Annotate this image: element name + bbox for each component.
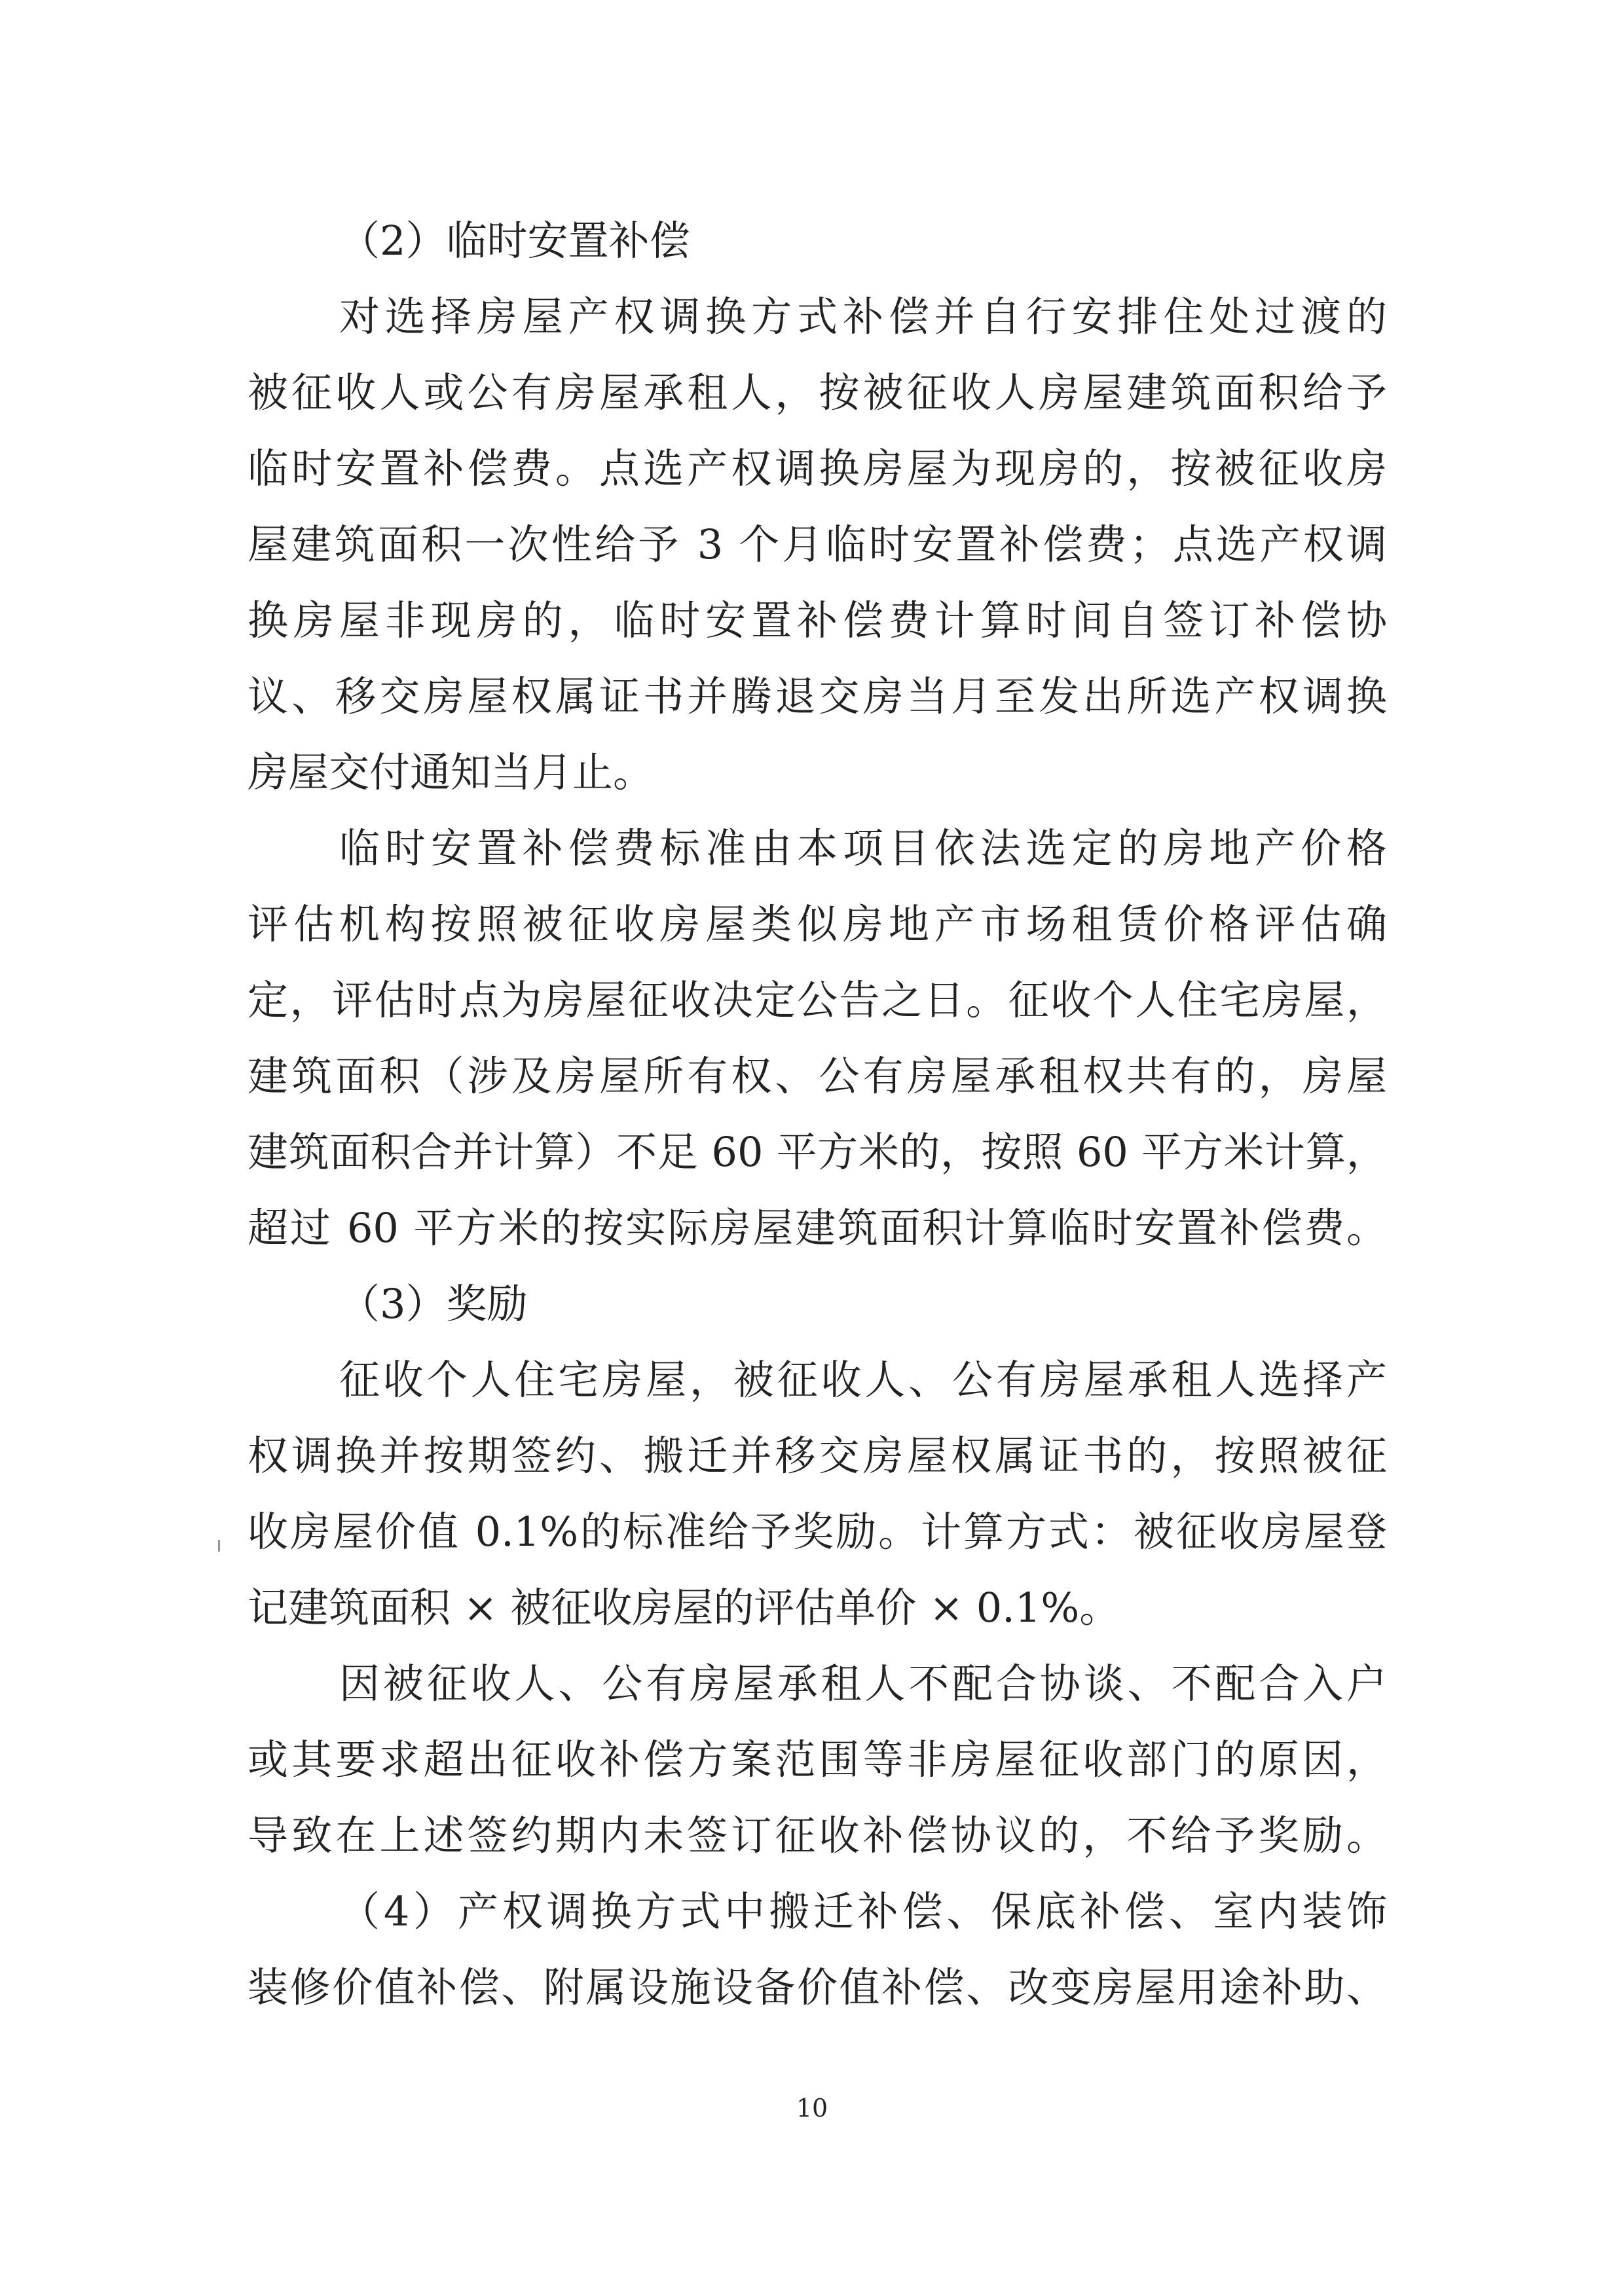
text-line: 建筑面积合并计算）不足 60 平方米的，按照 60 平方米计算，	[248, 1128, 1387, 1176]
text-line: 定，评估时点为房屋征收决定公告之日。征收个人住宅房屋，	[248, 976, 1387, 1024]
scan-artifact	[218, 1540, 220, 1552]
text-line: （2）临时安置补偿	[339, 217, 690, 264]
text-line: 收房屋价值 0.1%的标准给予奖励。计算方式：被征收房屋登	[248, 1508, 1387, 1556]
text-line: 临时安置补偿费。点选产权调换房屋为现房的，按被征收房	[248, 445, 1387, 492]
text-line: 装修价值补偿、附属设施设备价值补偿、改变房屋用途补助、	[248, 1963, 1387, 2011]
text-line: （4）产权调换方式中搬迁补偿、保底补偿、室内装饰	[339, 1887, 1387, 1935]
page-number: 10	[796, 2094, 828, 2123]
text-line: 评估机构按照被征收房屋类似房地产市场租赁价格评估确	[248, 900, 1387, 948]
text-line: 被征收人或公有房屋承租人，按被征收人房屋建筑面积给予	[248, 369, 1387, 416]
text-line: 建筑面积（涉及房屋所有权、公有房屋承租权共有的，房屋	[248, 1052, 1387, 1100]
text-line: （3）奖励	[339, 1280, 528, 1328]
text-line: 记建筑面积 × 被征收房屋的评估单价 × 0.1%。	[248, 1584, 1120, 1631]
text-line: 因被征收人、公有房屋承租人不配合协谈、不配合入户	[339, 1660, 1387, 1707]
text-line: 或其要求超出征收补偿方案范围等非房屋征收部门的原因，	[248, 1736, 1387, 1783]
text-line: 导致在上述签约期内未签订征收补偿协议的，不给予奖励。	[248, 1812, 1387, 1859]
text-line: 议、移交房屋权属证书并腾退交房当月至发出所选产权调换	[248, 672, 1387, 720]
text-line: 屋建筑面积一次性给予 3 个月临时安置补偿费；点选产权调	[248, 520, 1387, 568]
text-line: 征收个人住宅房屋，被征收人、公有房屋承租人选择产	[339, 1356, 1387, 1404]
text-line: 房屋交付通知当月止。	[248, 748, 654, 796]
text-line: 换房屋非现房的，临时安置补偿费计算时间自签订补偿协	[248, 596, 1387, 644]
text-line: 对选择房屋产权调换方式补偿并自行安排住处过渡的	[339, 293, 1387, 340]
text-line: 临时安置补偿费标准由本项目依法选定的房地产价格	[339, 824, 1387, 872]
text-line: 超过 60 平方米的按实际房屋建筑面积计算临时安置补偿费。	[248, 1204, 1387, 1252]
text-line: 权调换并按期签约、搬迁并移交房屋权属证书的，按照被征	[248, 1432, 1387, 1480]
